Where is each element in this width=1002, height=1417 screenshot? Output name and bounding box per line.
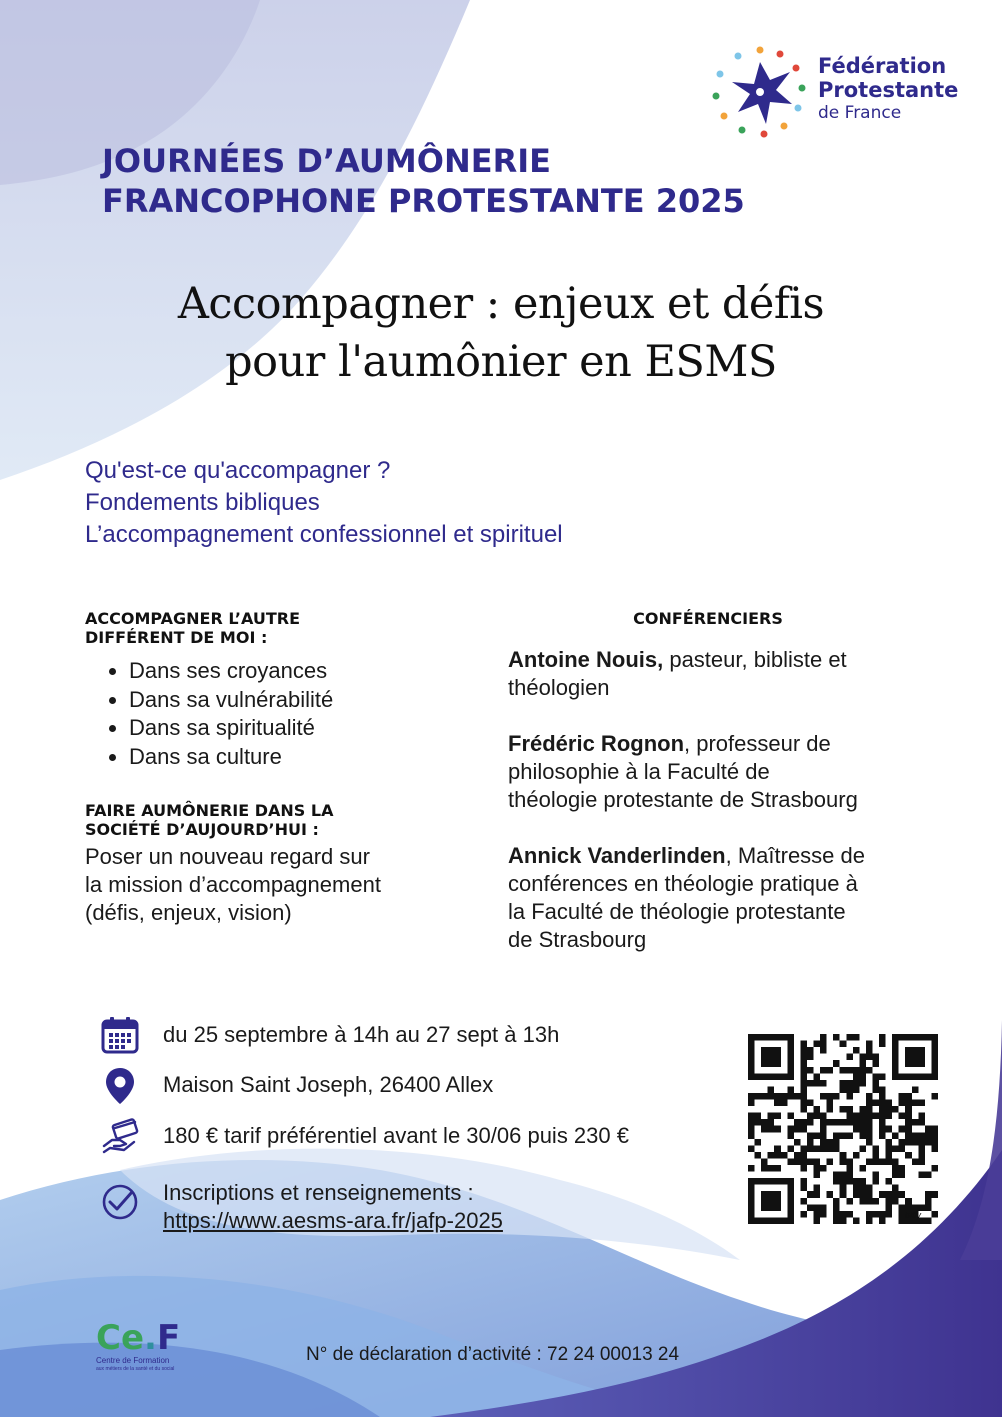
check-circle-icon xyxy=(100,1182,140,1222)
logo-line-2: Protestante xyxy=(818,78,959,102)
heading-line: FAIRE AUMÔNERIE DANS LA xyxy=(85,801,334,820)
speaker-name: Antoine Nouis, xyxy=(508,647,664,672)
speaker-role: , professeur de xyxy=(684,731,831,756)
speaker-role: conférences en théologie pratique à xyxy=(508,871,858,896)
registration-link[interactable]: https://www.aesms-ara.fr/jafp-2025 xyxy=(163,1208,503,1233)
logo-line-3: de France xyxy=(818,103,902,123)
event-subtitle xyxy=(80,275,922,391)
section-heading-society xyxy=(85,801,475,839)
speaker-role: , Maîtresse de xyxy=(725,843,865,868)
cef-subtitle-small: aux métiers de la santé et du social xyxy=(96,1366,175,1372)
payment-card-hand-icon xyxy=(100,1116,140,1156)
heading-line: SOCIÉTÉ D’AUJOURD’HUI : xyxy=(85,820,319,839)
heading-line: DIFFÉRENT DE MOI : xyxy=(85,628,268,647)
topic-item: Qu'est-ce qu'accompagner ? xyxy=(85,457,391,484)
cef-logo-f: F xyxy=(156,1318,181,1358)
cef-logo-dot: . xyxy=(144,1318,157,1358)
event-date: du 25 septembre à 14h au 27 sept à 13h xyxy=(163,1022,560,1047)
qr-code-icon[interactable] xyxy=(748,1034,938,1224)
cef-logo-ce: Ce xyxy=(96,1318,145,1358)
speaker-name: Annick Vanderlinden xyxy=(508,843,726,868)
paragraph-line: Poser un nouveau regard sur xyxy=(85,844,370,869)
paragraph-line: (défis, enjeux, vision) xyxy=(85,900,292,925)
cef-logo-mark xyxy=(96,1320,180,1356)
heading-line: ACCOMPAGNER L’AUTRE xyxy=(85,609,301,628)
qr-label: bitly xyxy=(905,1210,922,1220)
list-item: • Dans sa culture xyxy=(129,743,475,772)
organization-logo-text xyxy=(818,54,958,124)
speaker-role: théologie protestante de Strasbourg xyxy=(508,787,858,812)
event-place: Maison Saint Joseph, 26400 Allex xyxy=(163,1072,494,1097)
list-item: • Dans ses croyances xyxy=(129,657,475,686)
cef-logo xyxy=(96,1320,180,1373)
list-item: • Dans sa spiritualité xyxy=(129,714,475,743)
event-price: 180 € tarif préférentiel avant le 30/06 puis 230 € xyxy=(163,1123,629,1148)
title-line-2: FRANCOPHONE PROTESTANTE 2025 xyxy=(102,182,745,220)
speakers-column xyxy=(508,609,938,954)
title-line-1: JOURNÉES D’AUMÔNERIE xyxy=(102,142,551,180)
registration-link-wrap xyxy=(163,1207,503,1235)
speaker-role: théologien xyxy=(508,675,610,700)
speaker-role: pasteur, bibliste et xyxy=(663,647,847,672)
topic-item: L’accompagnement confessionnel et spirituel xyxy=(85,521,563,548)
topics-list xyxy=(85,455,785,551)
calendar-icon xyxy=(100,1015,140,1055)
list-item: • Dans sa vulnérabilité xyxy=(129,686,475,715)
page-title xyxy=(102,141,822,221)
speaker-role: philosophie à la Faculté de xyxy=(508,759,770,784)
fpf-cross-logo-icon xyxy=(710,42,810,142)
speakers-heading: CONFÉRENCIERS xyxy=(633,609,783,628)
speaker-entry xyxy=(508,730,938,814)
activity-declaration: N° de déclaration d’activité : 72 24 00013 24 xyxy=(306,1344,680,1365)
location-pin-icon xyxy=(100,1066,140,1106)
registration-label: Inscriptions et renseignements : xyxy=(163,1180,474,1205)
subtitle-line-2: pour l'aumônier en ESMS xyxy=(225,337,777,387)
topic-item: Fondements bibliques xyxy=(85,489,320,516)
speaker-entry xyxy=(508,646,938,702)
logo-line-1: Fédération xyxy=(818,54,947,78)
speaker-role: de Strasbourg xyxy=(508,927,647,952)
subtitle-line-1: Accompagner : enjeux et défis xyxy=(177,279,825,329)
speaker-role: la Faculté de théologie protestante xyxy=(508,899,846,924)
speaker-name: Frédéric Rognon xyxy=(508,731,685,756)
section-heading-accompany xyxy=(85,609,475,647)
cef-subtitle: Centre de Formation xyxy=(96,1356,170,1365)
paragraph-line: la mission d’accompagnement xyxy=(85,872,381,897)
program-column xyxy=(85,609,475,927)
society-paragraph xyxy=(85,843,475,927)
speaker-entry xyxy=(508,842,938,954)
bullet-list xyxy=(85,657,475,771)
